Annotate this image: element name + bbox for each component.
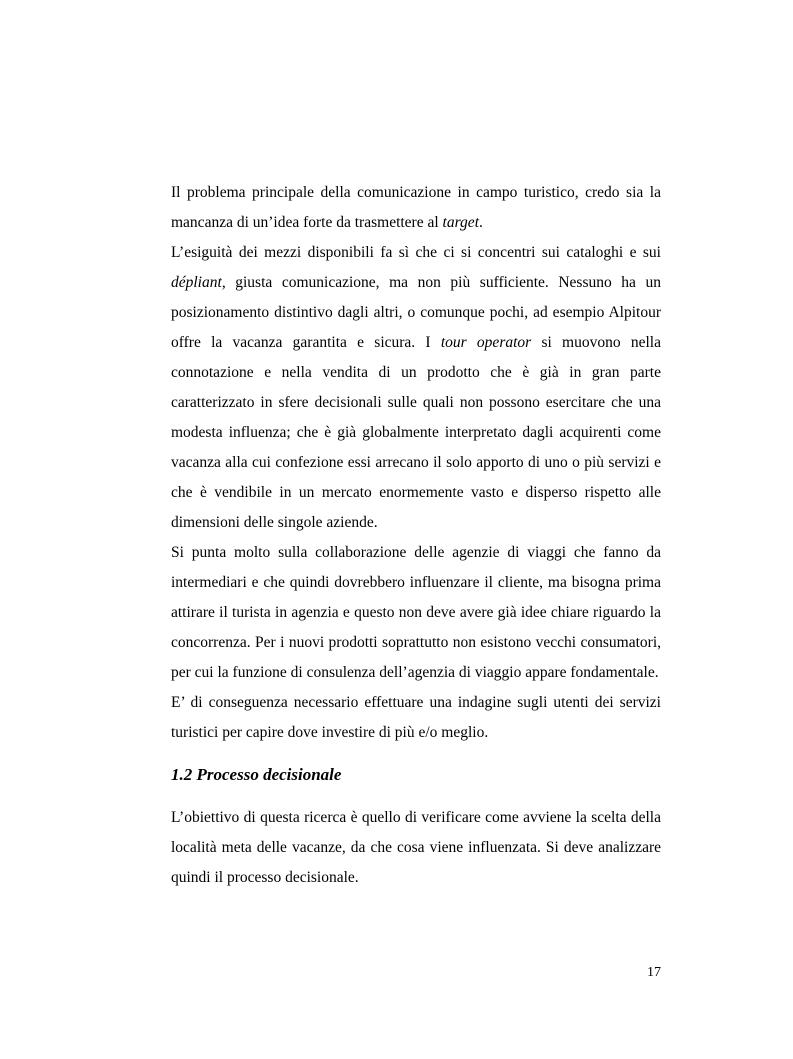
text-span: L’esiguità dei mezzi disponibili fa sì che ci si concentri sui cataloghi e sui bbox=[171, 244, 661, 261]
italic-term: dépliant bbox=[171, 274, 222, 291]
text-span: Il problema principale della comunicazione in campo turistico, credo sia la mancanza di un’idea forte da trasmettere al bbox=[171, 184, 661, 231]
paragraph-resources bbox=[171, 238, 661, 538]
paragraph-survey bbox=[171, 688, 661, 748]
paragraph-agencies bbox=[171, 538, 661, 688]
text-span: si muovono nella connotazione e nella vendita di un prodotto che è già in gran parte caratterizzato in sfere decisionali sulle quali non possono esercitare che una modesta influenza; che è già globalmente interpretato dagli acquirenti come vacanza alla cui confezione essi arrecano il solo apporto di uno o più servizi e che è vendibile in un mercato enormemente vasto e disperso rispetto alle dimensioni delle singole aziende. bbox=[171, 334, 661, 531]
italic-term: tour operator bbox=[440, 334, 532, 351]
text-span: , giusta comunicazione, ma non più sufficiente. Nessuno ha un posizionamento distintivo dagli altri, o comunque pochi, ad esempio Alpitour offre la vacanza garantita e sicura. I bbox=[171, 274, 661, 351]
page-number: 17 bbox=[647, 965, 661, 980]
paragraph-intro bbox=[171, 178, 661, 238]
text-span: Si punta molto sulla collaborazione delle agenzie di viaggi che fanno da intermediari e che quindi dovrebbero influenzare il cliente, ma bisogna prima attirare il turista in agenzia e questo non deve avere già idee chiare riguardo la concorrenza. Per i nuovi prodotti soprattutto non esistono vecchi consumatori, per cui la funzione di consulenza dell’agenzia di viaggio appare fondamentale. bbox=[171, 544, 661, 681]
text-span: E’ di conseguenza necessario effettuare una indagine sugli utenti dei servizi turistici per capire dove investire di più e/o meglio. bbox=[171, 694, 661, 741]
text-span: L’obiettivo di questa ricerca è quello di verificare come avviene la scelta della località meta delle vacanze, da che cosa viene influenzata. Si deve analizzare quindi il processo decisionale. bbox=[171, 809, 661, 886]
section-heading: 1.2 Processo decisionale bbox=[171, 765, 342, 784]
text-span: . bbox=[479, 214, 483, 231]
section-text-block bbox=[171, 803, 661, 893]
paragraph-research-goal bbox=[171, 803, 661, 893]
italic-term: target bbox=[442, 214, 479, 231]
main-text-block bbox=[171, 178, 661, 748]
